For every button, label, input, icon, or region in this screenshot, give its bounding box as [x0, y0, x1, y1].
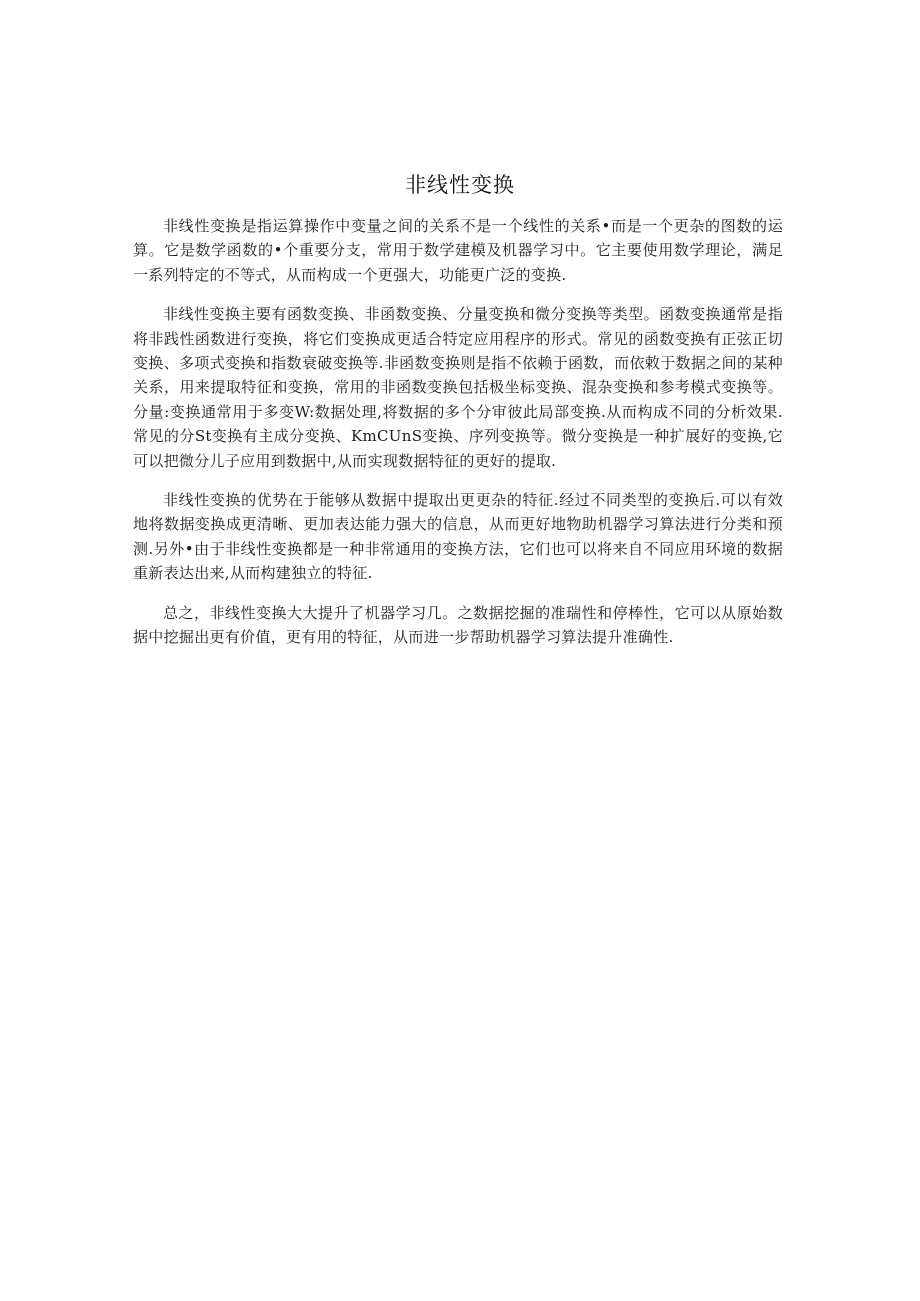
- paragraph-1: 非线性变换是指运算操作中变量之间的关系不是一个线性的关系•而是一个更杂的图数的运算。它是数学函数的•个重要分支，常用于数学建模及机器学习中。它主要使用数学理论，满足一系列特定的不等式，从而构成一个更强大，功能更广泛的变换.: [133, 217, 783, 284]
- paragraph-3: 非线性变换的优势在于能够从数据中提取出更更杂的特征.经过不同类型的变换后.可以有效地将数据变换成更清晰、更加表达能力强大的信息，从而更好地物助机器学习算法进行分类和预测.另外•由于非线性变换都是一种非常通用的变换方法，它们也可以将来自不同应用环境的数据重新表达出来,从而构建独立的特征.: [133, 491, 783, 583]
- document-title: 非线性变换: [405, 173, 515, 197]
- paragraph-2: 非线性变换主要有函数变换、非函数变换、分量变换和微分变换等类型。函数变换通常是指将非践性函数进行变换，将它们变换成更适合特定应用程序的形式。常见的函数变换有正弦正切变换、多项式变换和指数衰破变换等.非函数变换则是指不依赖于函数，而依敕于数据之间的某种关系，用来提取特征和变换，常用的非函数变换包括极坐标变换、混杂变换和参考模式变换等。分量:变换通常用于多变W:数据处理,将数据的多个分审彼此局部变换.从而构成不同的分析效果.常见的分St变换有主成分变换、KmCUnS变换、序列变换等。微分变换是一种扩展好的变换,它可以把微分儿子应用到数据中,从而实现数据特征的更好的提取.: [133, 305, 783, 470]
- paragraph-4: 总之，非线性变换大大提升了机器学习几。之数据挖掘的准瑞性和停棒性，它可以从原始数据中挖掘出更有价值，更有用的特征，从而进一步帮助机器学习算法提升准确性.: [133, 603, 783, 647]
- document-body: [133, 214, 783, 665]
